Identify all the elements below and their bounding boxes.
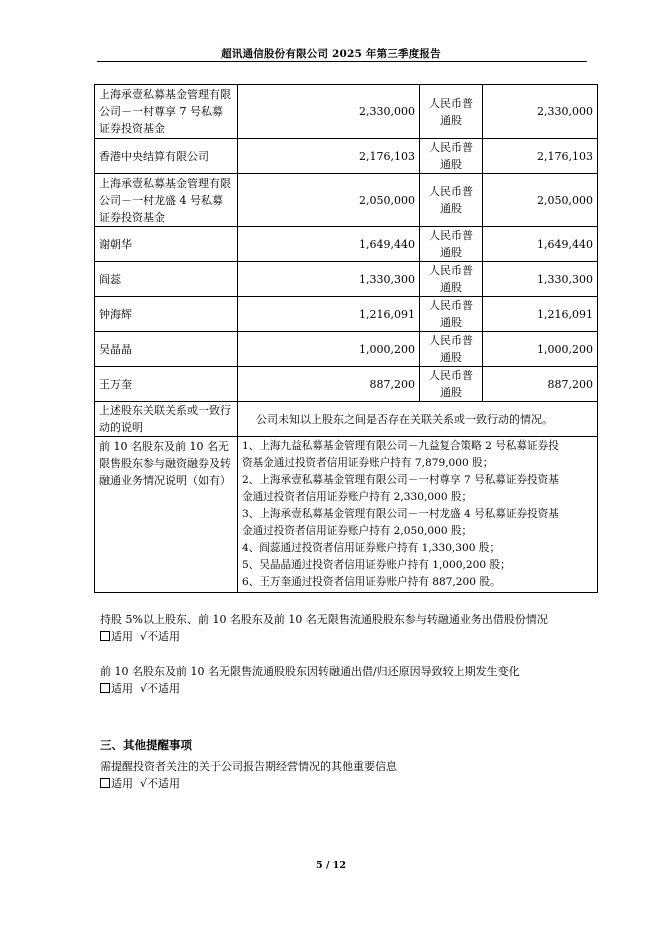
share-type-qty: 2,330,000: [483, 85, 598, 139]
holder-name: 王万奎: [95, 367, 238, 402]
lending-line: 6、王万奎通过投资者信用证券账户持有 887,200 股。: [242, 576, 501, 588]
option-not-applicable: √不适用: [140, 777, 181, 790]
holder-shares: 887,200: [238, 367, 420, 402]
relation-text: 公司未知以上股东之间是否存在关联关系或一致行动的情况。: [238, 402, 598, 437]
holder-shares: 1,000,200: [238, 332, 420, 367]
share-type-qty: 2,050,000: [483, 174, 598, 227]
share-type: 人民币普通股: [420, 297, 483, 332]
table-row: [95, 367, 598, 402]
section-other-options: [100, 775, 180, 792]
option-not-applicable: √不适用: [140, 630, 181, 643]
share-type-qty: 2,176,103: [483, 139, 598, 174]
table-row: [95, 227, 598, 262]
holder-name: 上海承壹私募基金管理有限公司－一村龙盛 4 号私募证券投资基金: [95, 174, 238, 227]
holder-shares: 2,050,000: [238, 174, 420, 227]
section-change-heading: 前 10 名股东及前 10 名无限售流通股股东因转融通出借/归还原因导致较上期发生变化: [100, 665, 520, 678]
lending-text: [238, 437, 598, 593]
share-type: 人民币普通股: [420, 85, 483, 139]
share-type-qty: 887,200: [483, 367, 598, 402]
lending-line: 金通过投资者信用证券账户持有 2,330,000 股；: [242, 491, 473, 503]
section-change-options: [100, 680, 180, 697]
share-type-qty: 1,330,300: [483, 262, 598, 297]
share-type: 人民币普通股: [420, 227, 483, 262]
table-row: [95, 262, 598, 297]
header-rule: [97, 61, 587, 62]
share-type: 人民币普通股: [420, 174, 483, 227]
lending-line: 金通过投资者信用证券账户持有 2,050,000 股；: [242, 525, 473, 537]
holder-name: 上海承壹私募基金管理有限公司－一村尊享 7 号私募证券投资基金: [95, 85, 238, 139]
table-row: [95, 297, 598, 332]
section-lending-options: [100, 628, 180, 645]
holder-name: 香港中央结算有限公司: [95, 139, 238, 174]
relation-label: 上述股东关联关系或一致行动的说明: [95, 402, 238, 437]
share-type: 人民币普通股: [420, 262, 483, 297]
share-type: 人民币普通股: [420, 332, 483, 367]
holder-name: 钟海辉: [95, 297, 238, 332]
top-holders-table: [94, 84, 598, 593]
section-lending-heading: 持股 5%以上股东、前 10 名股东及前 10 名无限售流通股股东参与转融通业务出借股份情况: [100, 613, 548, 626]
share-type-qty: 1,000,200: [483, 332, 598, 367]
checkbox-icon: [100, 778, 110, 788]
section-other-text: 需提醒投资者关注的关于公司报告期经营情况的其他重要信息: [100, 760, 397, 773]
holder-name: 吴晶晶: [95, 332, 238, 367]
lending-line: 5、吴晶晶通过投资者信用证券账户持有 1,000,200 股；: [242, 559, 511, 571]
checkbox-icon: [100, 683, 110, 693]
lending-line: 2、上海承壹私募基金管理有限公司－一村尊享 7 号私募证券投资基: [242, 474, 559, 486]
holder-shares: 2,330,000: [238, 85, 420, 139]
lending-row: [95, 437, 598, 593]
lending-label: 前 10 名股东及前 10 名无限售股东参与融资融券及转融通业务情况说明（如有）: [95, 437, 238, 593]
checkbox-icon: [100, 631, 110, 641]
option-not-applicable: √不适用: [140, 682, 181, 695]
section-title: 三、其他提醒事项: [100, 738, 192, 752]
holder-name: 谢朝华: [95, 227, 238, 262]
relation-row: [95, 402, 598, 437]
holder-shares: 2,176,103: [238, 139, 420, 174]
holder-shares: 1,649,440: [238, 227, 420, 262]
holder-name: 阎蕊: [95, 262, 238, 297]
option-applicable: 适用: [111, 630, 133, 643]
page-number: 5 / 12: [316, 860, 346, 871]
option-applicable: 适用: [111, 777, 133, 790]
share-type: 人民币普通股: [420, 139, 483, 174]
table-row: [95, 174, 598, 227]
holder-shares: 1,330,300: [238, 262, 420, 297]
lending-line: 4、阎蕊通过投资者信用证券账户持有 1,330,300 股；: [242, 542, 501, 554]
table-row: [95, 139, 598, 174]
share-type: 人民币普通股: [420, 367, 483, 402]
lending-line: 3、上海承壹私募基金管理有限公司－一村龙盛 4 号私募证券投资基: [242, 508, 559, 520]
table-row: [95, 85, 598, 139]
table-row: [95, 332, 598, 367]
report-header: 超讯通信股份有限公司 2025 年第三季度报告: [221, 48, 441, 60]
lending-line: 资基金通过投资者信用证券账户持有 7,879,000 股；: [242, 457, 494, 469]
lending-line: 1、上海九益私募基金管理有限公司－九益复合策略 2 号私募证券投: [242, 440, 559, 452]
share-type-qty: 1,216,091: [483, 297, 598, 332]
holder-shares: 1,216,091: [238, 297, 420, 332]
option-applicable: 适用: [111, 682, 133, 695]
share-type-qty: 1,649,440: [483, 227, 598, 262]
